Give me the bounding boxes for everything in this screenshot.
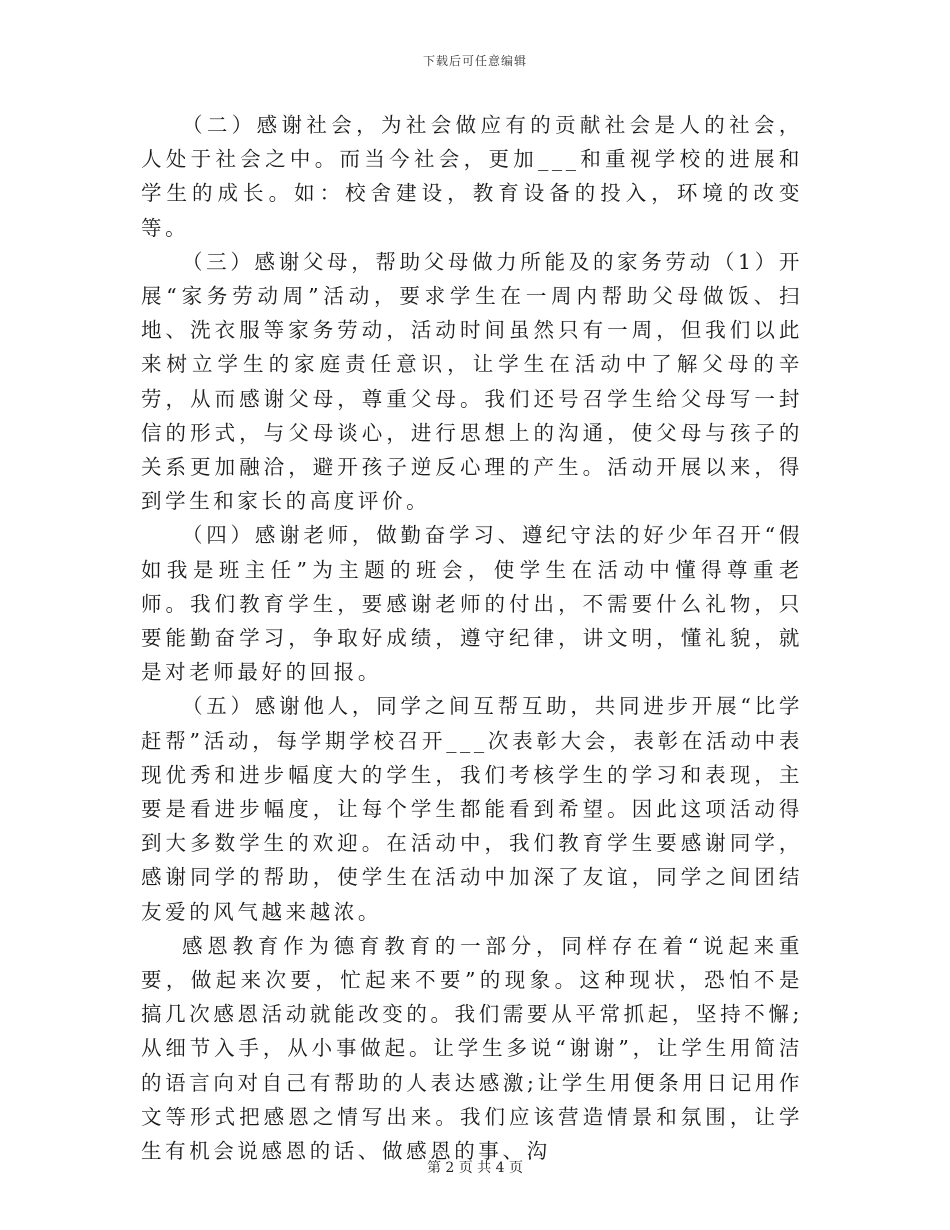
paragraph-gratitude-education-summary: 感恩教育作为德育教育的一部分，同样存在着“说起来重要，做起来次要，忙起来不要”的现象。这种现状，恐怕不是搞几次感恩活动就能改变的。我们需要从平常抓起，坚持不懈;从细节入手，从小事做起。让学生多说“谢谢”，让学生用简洁的语言向对自己有帮助的人表达感激;让学生用便条用日记用作文等形式把感恩之情写出来。我们应该营造情景和氛围，让学生有机会说感恩的话、做感恩的事、沟 (141, 933, 803, 1164)
paragraph-gratitude-society: （二）感谢社会，为社会做应有的贡献社会是人的社会，人处于社会之中。而当今社会，更加___和重视学校的进展和学生的成长。如：校舍建设，教育设备的投入，环境的改变等。 (141, 113, 803, 240)
page-number: 第 2 页 共 4 页 (426, 1160, 524, 1176)
page-header-note: 下载后可任意编辑 (422, 54, 527, 68)
paragraph-gratitude-teachers: （四）感谢老师，做勤奋学习、遵纪守法的好少年召开“假如我是班主任”为主题的班会，使学生在活动中懂得尊重老师。我们教育学生，要感谢老师的付出，不需要什么礼物，只要能勤奋学习，争取好成绩，遵守纪律，讲文明，懂礼貌，就是对老师最好的回报。 (141, 523, 803, 685)
paragraph-gratitude-others: （五）感谢他人，同学之间互帮互助，共同进步开展“比学赶帮”活动，每学期学校召开___次表彰大会，表彰在活动中表现优秀和进步幅度大的学生，我们考核学生的学习和表现，主要是看进步幅度，让每个学生都能看到希望。因此这项活动得到大多数学生的欢迎。在活动中，我们教育学生要感谢同学，感谢同学的帮助，使学生在活动中加深了友谊，同学之间团结友爱的风气越来越浓。 (141, 694, 803, 924)
document-body (141, 108, 803, 1168)
paragraph-gratitude-parents: （三）感谢父母，帮助父母做力所能及的家务劳动（1）开展“家务劳动周”活动，要求学生在一周内帮助父母做饭、扫地、洗衣服等家务劳动，活动时间虽然只有一周，但我们以此来树立学生的家庭责任意识，让学生在活动中了解父母的辛劳，从而感谢父母，尊重父母。我们还号召学生给父母写一封信的形式，与父母谈心，进行思想上的沟通，使父母与孩子的关系更加融洽，避开孩子逆反心理的产生。活动开展以来，得到学生和家长的高度评价。 (141, 249, 803, 514)
